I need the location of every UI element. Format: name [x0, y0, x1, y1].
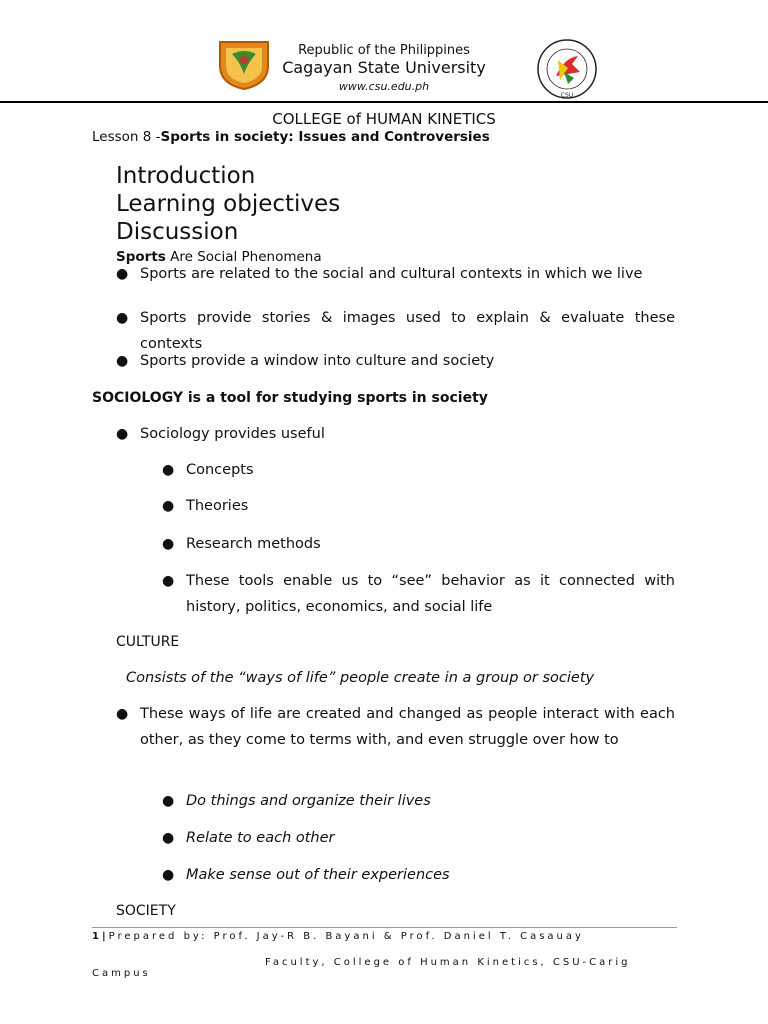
heading-learning-objectives: Learning objectives — [116, 191, 341, 217]
list-item: ● Sociology provides useful — [140, 421, 675, 447]
bullet-icon: ● — [162, 536, 175, 552]
bullet-icon: ● — [162, 830, 175, 846]
bullet-icon: ● — [162, 867, 175, 883]
university-name: Cagayan State University — [282, 58, 486, 77]
republic-text: Republic of the Philippines — [298, 43, 470, 58]
list-item: ● Research methods — [186, 531, 675, 557]
list-item: ● Make sense out of their experiences — [186, 862, 675, 888]
bullet-icon: ● — [162, 793, 175, 809]
lesson-title — [92, 129, 490, 145]
lesson-topic: Sports in society: Issues and Controversies — [160, 129, 490, 145]
page-number: 1 — [92, 931, 102, 942]
culture-heading: CULTURE — [116, 634, 180, 650]
list-item: ● Do things and organize their lives — [186, 788, 675, 814]
university-website: www.csu.edu.ph — [338, 80, 430, 93]
bullet-icon: ● — [116, 310, 129, 326]
header-divider — [0, 101, 768, 103]
bullet-icon: ● — [116, 266, 129, 282]
sports-bold: Sports — [116, 249, 166, 265]
sociology-heading: SOCIOLOGY is a tool for studying sports in society — [92, 390, 488, 406]
footer-divider — [92, 927, 677, 928]
bullet-icon: ● — [162, 498, 175, 514]
list-item: ● Sports are related to the social and cultural contexts in which we live — [140, 261, 675, 287]
list-item: ● These tools enable us to “see” behavior as it connected with history, politics, economics, and social life — [186, 568, 675, 620]
bullet-icon: ● — [116, 353, 129, 369]
heading-introduction: Introduction — [116, 163, 256, 189]
footer-campus: Campus — [92, 968, 151, 979]
prepared-by: Prepared by: Prof. Jay-R B. Bayani & Prof. Daniel T. Casauay — [108, 931, 584, 942]
list-item: ● Relate to each other — [186, 825, 675, 851]
college-title: COLLEGE of HUMAN KINETICS — [272, 110, 496, 128]
culture-definition: Consists of the “ways of life” people create in a group or society — [126, 670, 595, 686]
list-item: ● Concepts — [186, 457, 675, 483]
list-item: ● Sports provide a window into culture and society — [140, 348, 675, 374]
bullet-icon: ● — [162, 462, 175, 478]
society-heading: SOCIETY — [116, 903, 176, 919]
seal-bottom-text: CSU — [560, 92, 574, 99]
footer-faculty: Faculty, College of Human Kinetics, CSU-Carig — [265, 957, 631, 968]
footer-prepared: 1|Prepared by: Prof. Jay-R B. Bayani & Prof. Daniel T. Casauay — [92, 931, 584, 942]
list-item: ● Sports provide stories & images used to explain & evaluate these contexts — [140, 305, 675, 357]
heading-discussion: Discussion — [116, 219, 239, 245]
sports-rest: Are Social Phenomena — [165, 249, 322, 265]
bullet-icon: ● — [116, 706, 129, 722]
list-item: ● These ways of life are created and changed as people interact with each other, as they come to terms with, and even struggle over how to — [140, 701, 675, 753]
list-item: ● Theories — [186, 493, 675, 519]
lesson-prefix: Lesson 8 - — [92, 129, 161, 145]
bullet-icon: ● — [162, 573, 175, 589]
bullet-icon: ● — [116, 426, 129, 442]
